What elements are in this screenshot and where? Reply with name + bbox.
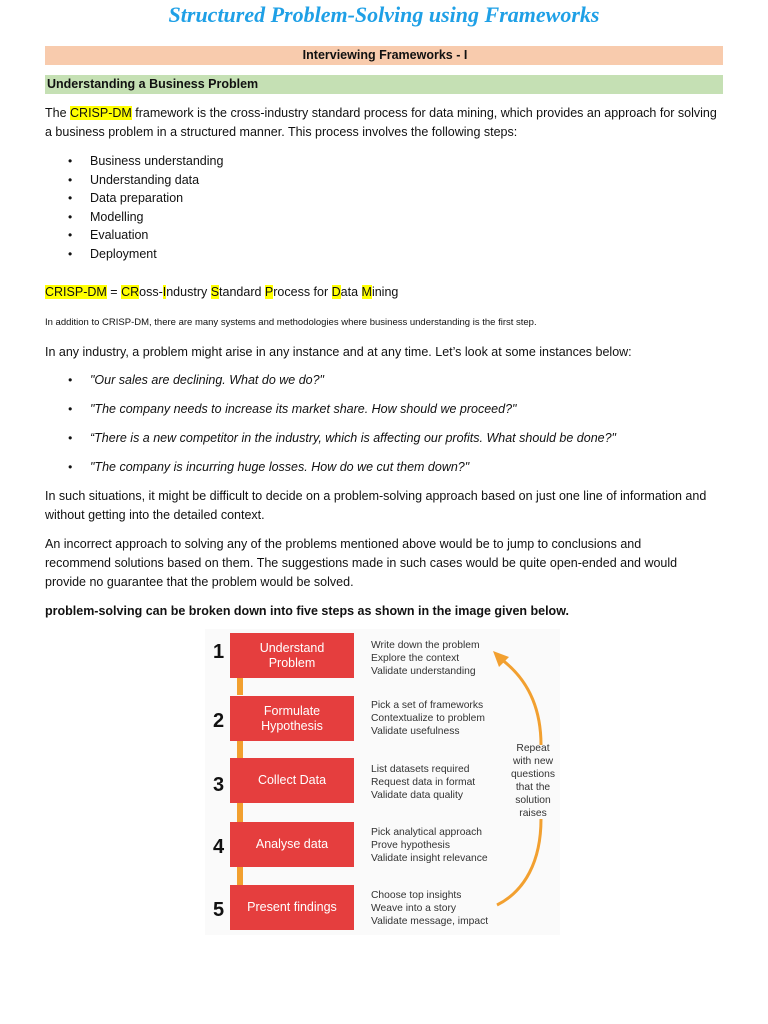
step-box-present-findings: Present findings [230, 885, 354, 930]
acronym-line: CRISP-DM = CRoss-Industry Standard Process for Data Mining [45, 285, 399, 299]
intro-paragraph: The CRISP-DM framework is the cross-industry standard process for data mining, which provides an approach for solving a business problem in a structured manner. This process involves the following steps: [45, 106, 717, 139]
five-steps-heading: problem-solving can be broken down into five steps as shown in the image given below. [45, 604, 569, 618]
document-title: Structured Problem-Solving using Frameworks [168, 2, 600, 27]
subsection-band: Understanding a Business Problem [45, 75, 723, 94]
quotes-list [68, 371, 616, 487]
list-item: • "The company needs to increase its market share. How should we proceed?" [68, 400, 616, 429]
crisp-steps-list [68, 152, 223, 264]
list-item: • Modelling [68, 208, 223, 227]
section-band: Interviewing Frameworks - I [45, 46, 723, 65]
list-item: • Evaluation [68, 226, 223, 245]
step-description: Pick a set of frameworks Contextualize to problem Validate usefulness [371, 700, 485, 737]
list-item: • Deployment [68, 245, 223, 264]
step-number: 1 [213, 641, 225, 663]
list-item: • Understanding data [68, 171, 223, 190]
list-item: • Data preparation [68, 189, 223, 208]
step-number: 5 [213, 899, 225, 921]
instances-intro: In any industry, a problem might arise in any instance and at any time. Let’s look at some instances below: [45, 345, 632, 359]
problem-solving-diagram [205, 629, 560, 935]
step-description: Pick analytical approach Prove hypothesis Validate insight relevance [371, 827, 488, 864]
crisp-dm-highlight: CRISP-DM [70, 106, 132, 120]
list-item: • “There is a new competitor in the industry, which is affecting our profits. What should be done?" [68, 429, 616, 458]
step-number: 2 [213, 710, 225, 732]
step-number: 4 [213, 836, 225, 858]
step-box-understand-problem: Understand Problem [230, 633, 354, 678]
step-box-collect-data: Collect Data [230, 758, 354, 803]
list-item: • Business understanding [68, 152, 223, 171]
step-box-formulate-hypothesis: Formulate Hypothesis [230, 696, 354, 741]
repeat-label: Repeat with new questions that the solution raises [510, 743, 556, 819]
step-description: Choose top insights Weave into a story Validate message, impact [371, 890, 489, 927]
step-description: Write down the problem Explore the context Validate understanding [371, 640, 480, 677]
step-description: List datasets required Request data in format Validate data quality [371, 764, 476, 801]
situations-paragraph: In such situations, it might be difficult to decide on a problem-solving approach based on just one line of information and without getting into the detailed context. [45, 489, 707, 522]
crisp-note: In addition to CRISP-DM, there are many systems and methodologies where business understanding is the first step. [45, 317, 537, 328]
list-item: • "Our sales are declining. What do we do?" [68, 371, 616, 400]
step-number: 3 [213, 774, 225, 796]
incorrect-approach-paragraph: An incorrect approach to solving any of the problems mentioned above would be to jump to conclusions and recommend solutions based on them. The suggestions made in such cases would be quite open-ended and would provide no guarantee that the problem would be solved. [45, 537, 678, 589]
step-box-analyse-data: Analyse data [230, 822, 354, 867]
list-item: • "The company is incurring huge losses. How do we cut them down?" [68, 458, 616, 487]
